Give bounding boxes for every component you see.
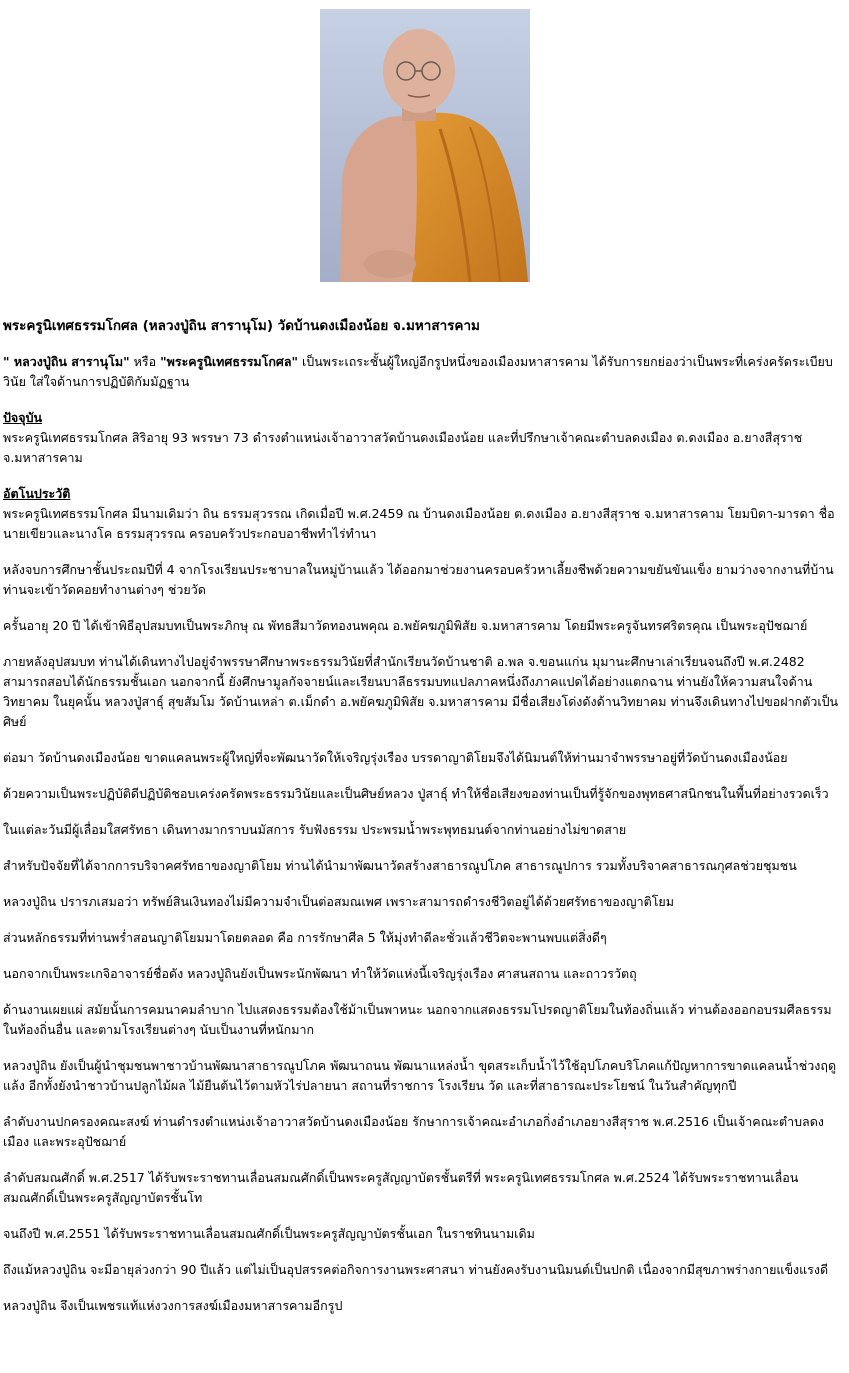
intro-name-a: " หลวงปู่ถิน สารานุโม" bbox=[3, 354, 130, 369]
paragraph: ถึงแม้หลวงปู่ถิน จะมีอายุล่วงกว่า 90 ปีแล้ว แต่ไม่เป็นอุปสรรคต่อกิจการงานพระศาสนา ท่านยังคงรับงานนิมนต์เป็นปกติ เนื่องจากมีสุขภาพร่างกายแข็งแรงดี bbox=[3, 1262, 829, 1277]
paragraph: ต่อมา วัดบ้านดงเมืองน้อย ขาดแคลนพระผู้ใหญ่ที่จะพัฒนาวัดให้เจริญรุ่งเรือง บรรดาญาติโยมจึงได้นิมนต์ให้ท่านมาจำพรรษาอยู่ที่วัดบ้านดงเมืองน้อย bbox=[3, 750, 788, 765]
paragraph: ภายหลังอุปสมบท ท่านได้เดินทางไปอยู่จำพรรษาศึกษาพระธรรมวินัยที่สำนักเรียนวัดบ้านชาติ อ.พล จ.ขอนแก่น มุมานะศึกษาเล่าเรียนจนถึงปี พ.ศ.2482 สามารถสอบได้นักธรรมชั้นเอก นอกจากนี้ ยังศึกษามูลกัจจายน์และเรียนบาลีธรรมบทแปลภาคหนึ่งถึงภาคแปดได้อย่างแตกฉาน ท่านยังให้ความสนใจด้านวิทยาคม ในยุคนั้น หลวงปู่สาธุ์ สุขสัมโม วัดบ้านเหล่า ต.เม็กดำ อ.พยัคฆภูมิพิสัย จ.มหาสารคาม มีชื่อเสียงโด่งดังด้านวิทยาคม ท่านจึงเดินทางไปขอฝากตัวเป็นศิษย์ bbox=[3, 654, 839, 729]
paragraph: นอกจากเป็นพระเกจิอาจารย์ชื่อดัง หลวงปู่ถินยังเป็นพระนักพัฒนา ทำให้วัดแห่งนี้เจริญรุ่งเรือง ศาสนสถาน และถาวรวัตถุ bbox=[3, 966, 637, 981]
biography-text: พระครูนิเทศธรรมโกศล มีนามเดิมว่า ถิน ธรรมสุวรรณ เกิดเมื่อปี พ.ศ.2459 ณ บ้านดงเมืองน้อย ต.ดงเมือง อ.ยางสีสุราช จ.มหาสารคาม โยมบิดา-มารดา ชื่อ นายเขียวและนางโค ธรรมสุวรรณ ครอบครัวประกอบอาชีพทำไร่ทำนา bbox=[3, 506, 835, 541]
intro-paragraph bbox=[3, 352, 846, 392]
intro-word-or: หรือ bbox=[129, 354, 161, 369]
paragraph: ลำดับงานปกครองคณะสงฆ์ ท่านดำรงตำแหน่งเจ้าอาวาสวัดบ้านดงเมืองน้อย รักษาการเจ้าคณะอำเภอกิ่งอำเภอยางสีสุราช พ.ศ.2516 เป็นเจ้าคณะตำบลดงเมือง และพระอุปัชฌาย์ bbox=[3, 1114, 824, 1149]
current-text: พระครูนิเทศธรรมโกศล สิริอายุ 93 พรรษา 73 ดำรงตำแหน่งเจ้าอาวาสวัดบ้านดงเมืองน้อย และที่ปรึกษาเจ้าคณะตำบลดงเมือง ต.ดงเมือง อ.ยางสีสุราช จ.มหาสารคาม bbox=[3, 430, 803, 465]
paragraph: สำหรับปัจจัยที่ได้จากการบริจาคศรัทธาของญาติโยม ท่านได้นำมาพัฒนาวัดสร้างสาธารณูปโภค สาธารณูปการ รวมทั้งบริจาคสาธารณกุศลช่วยชุมชน bbox=[3, 858, 797, 873]
paragraph: ครั้นอายุ 20 ปี ได้เข้าพิธีอุปสมบทเป็นพระภิกษุ ณ พัทธสีมาวัดทองนพคุณ อ.พยัคฆภูมิพิสัย จ.มหาสารคาม โดยมีพระครูจันทรศริตรคุณ เป็นพระอุปัชฌาย์ bbox=[3, 618, 808, 633]
paragraph: หลวงปู่ถิน จึงเป็นเพชรแท้แห่งวงการสงฆ์เมืองมหาสารคามอีกรูป bbox=[3, 1298, 343, 1313]
monk-portrait-photo bbox=[320, 9, 530, 282]
current-section bbox=[3, 408, 846, 468]
current-heading: ปัจจุบัน bbox=[3, 410, 43, 425]
intro-rest: เป็นพระเถระชั้นผู้ใหญ่อีกรูปหนึ่งของเมืองมหาสารคาม ได้รับการยกย่องว่าเป็นพระที่เคร่งครัดระเบียบวินัย ใส่ใจด้านการปฏิบัติกัมมัฏฐาน bbox=[3, 354, 833, 389]
paragraph: จนถึงปี พ.ศ.2551 ได้รับพระราชทานเลื่อนสมณศักดิ์เป็นพระครูสัญญาบัตรชั้นเอก ในราชทินนามเดิม bbox=[3, 1226, 535, 1241]
paragraph: ด้านงานเผยแผ่ สมัยนั้นการคมนาคมลำบาก ไปแสดงธรรมต้องใช้ม้าเป็นพาหนะ นอกจากแสดงธรรมโปรดญาติโยมในท้องถิ่นแล้ว ท่านต้องออกอบรมศีลธรรมในท้องถิ่นอื่น และตามโรงเรียนต่างๆ นับเป็นงานที่หนักมาก bbox=[3, 1002, 832, 1037]
biography-section bbox=[3, 484, 846, 544]
paragraph: ด้วยความเป็นพระปฏิบัติดีปฏิบัติชอบเคร่งครัดพระธรรมวินัยและเป็นศิษย์หลวง ปู่สาธุ์ ทำให้ชื่อเสียงของท่านเป็นที่รู้จักของพุทธศาสนิกชนในพื้นที่อย่างรวดเร็ว bbox=[3, 786, 829, 801]
paragraph: หลวงปู่ถิน ปรารภเสมอว่า ทรัพย์สินเงินทองไม่มีความจำเป็นต่อสมณเพศ เพราะสามารถดำรงชีวิตอยู่ได้ด้วยศรัทธาของญาติโยม bbox=[3, 894, 674, 909]
paragraph: หลวงปู่ถิน ยังเป็นผู้นำชุมชนพาชาวบ้านพัฒนาสาธารณูปโภค พัฒนาถนน พัฒนาแหล่งน้ำ ขุดสระเก็บน้ำไว้ใช้อุปโภคบริโภคแก้ปัญหาการขาดแคลนน้ำช่วงฤดูแล้ง อีกทั้งยังนำชาวบ้านปลูกไม้ผล ไม้ยืนต้นไว้ตามหัวไร่ปลายนา สถานที่ราชการ โรงเรียน วัด และที่สาธารณะประโยชน์ ในวันสำคัญทุกปี bbox=[3, 1058, 837, 1093]
article-body bbox=[3, 316, 846, 1332]
biography-heading: อัตโนประวัติ bbox=[3, 486, 71, 501]
paragraph: ส่วนหลักธรรมที่ท่านพร่ำสอนญาติโยมมาโดยตลอด คือ การรักษาศีล 5 ให้มุ่งทำดีละชั่วแล้วชีวิตจะพานพบแต่สิ่งดีๆ bbox=[3, 930, 607, 945]
intro-name-b: "พระครูนิเทศธรรมโกศล" bbox=[160, 354, 299, 369]
paragraph: ในแต่ละวันมีผู้เลื่อมใสศรัทธา เดินทางมากราบนมัสการ รับฟังธรรม ประพรมน้ำพระพุทธมนต์จากท่านอย่างไม่ขาดสาย bbox=[3, 822, 627, 837]
paragraph: ลำดับสมณศักดิ์ พ.ศ.2517 ได้รับพระราชทานเลื่อนสมณศักดิ์เป็นพระครูสัญญาบัตรชั้นตรีที่ พระครูนิเทศธรรมโกศล พ.ศ.2524 ได้รับพระราชทานเลื่อนสมณศักดิ์เป็นพระครูสัญญาบัตรชั้นโท bbox=[3, 1170, 799, 1205]
monk-portrait-illustration bbox=[320, 9, 530, 282]
article-title: พระครูนิเทศธรรมโกศล (หลวงปู่ถิน สารานุโม) วัดบ้านดงเมืองน้อย จ.มหาสารคาม bbox=[3, 318, 480, 334]
paragraph: หลังจบการศึกษาชั้นประถมปีที่ 4 จากโรงเรียนประชาบาลในหมู่บ้านแล้ว ได้ออกมาช่วยงานครอบครัวหาเลี้ยงชีพด้วยความขยันขันแข็ง ยามว่างจากงานที่บ้าน ท่านจะเข้าวัดคอยทำงานต่างๆ ช่วยวัด bbox=[3, 562, 834, 597]
